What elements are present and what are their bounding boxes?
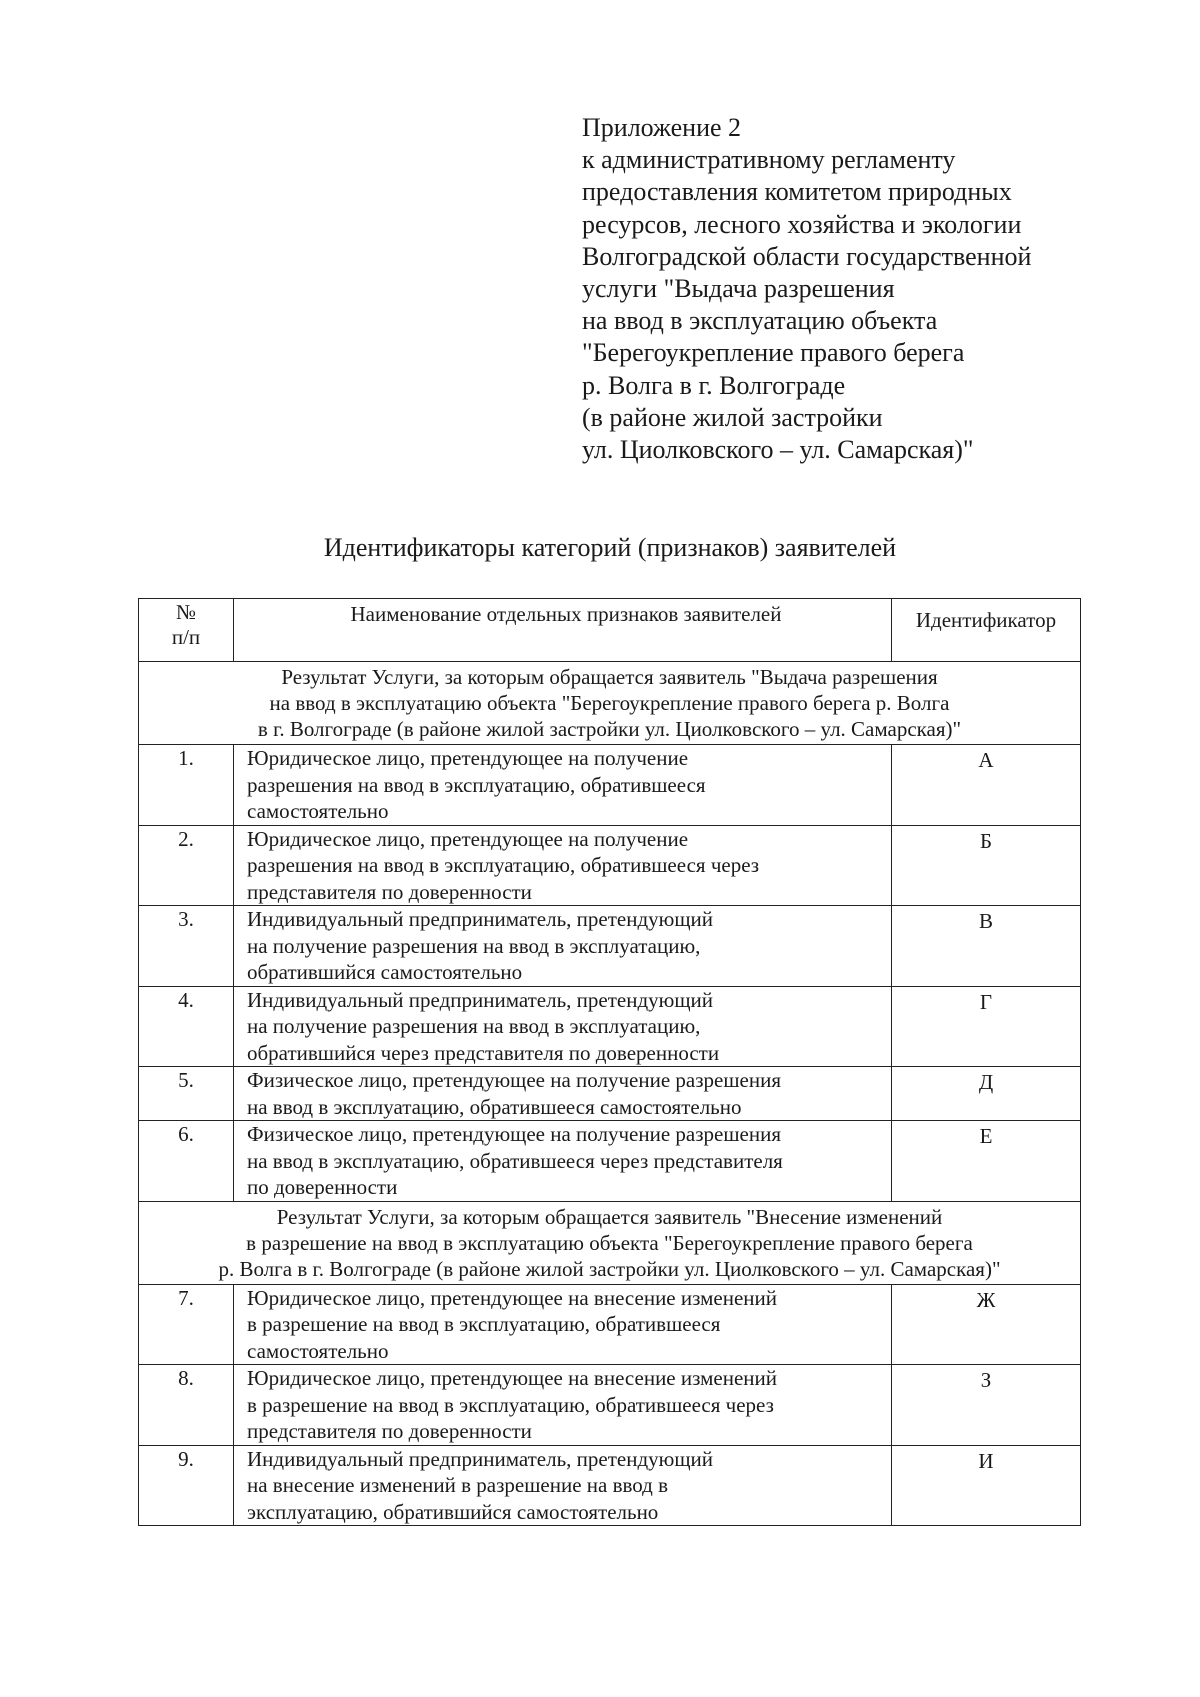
section-line: в г. Волгограде (в районе жилой застройки ул. Циолковского – ул. Самарская)": [257, 717, 962, 741]
row-description-line: на внесение изменений в разрешение на ввод в: [247, 1473, 669, 1497]
row-description-line: Индивидуальный предприниматель, претендующий: [247, 907, 713, 931]
row-description-line: в разрешение на ввод в эксплуатацию, обратившееся: [247, 1312, 721, 1336]
row-number: 3.: [139, 906, 234, 987]
row-number: 8.: [139, 1365, 234, 1446]
section-line: р. Волга в г. Волгограде (в районе жилой застройки ул. Циолковского – ул. Самарская)": [218, 1256, 1001, 1281]
section-1-cell: [139, 662, 1081, 745]
row-number: 7.: [139, 1284, 234, 1365]
row-description: [234, 825, 892, 906]
row-identifier: Г: [892, 986, 1081, 1067]
appendix-line: ул. Циолковского – ул. Самарская)": [582, 435, 974, 465]
appendix-line: Приложение 2: [582, 113, 742, 142]
row-description: [234, 1121, 892, 1202]
row-description: [234, 906, 892, 987]
row-description-line: представителя по доверенности: [247, 879, 532, 904]
section-row: [139, 662, 1081, 745]
row-number: 9.: [139, 1445, 234, 1526]
row-description-line: Юридическое лицо, претендующее на получение: [247, 826, 689, 851]
row-identifier: Д: [892, 1067, 1081, 1121]
table-row: [139, 1365, 1081, 1446]
row-description-line: обратившийся самостоятельно: [247, 960, 523, 984]
appendix-block: [582, 112, 1102, 466]
table-row: [139, 745, 1081, 826]
row-identifier: Б: [892, 825, 1081, 906]
table-row: [139, 986, 1081, 1067]
row-description: [234, 1445, 892, 1526]
row-description-line: обратившийся через представителя по доверенности: [247, 1040, 720, 1065]
appendix-line: на ввод в эксплуатацию объекта: [582, 306, 938, 336]
row-number: 1.: [139, 745, 234, 826]
section-1-rows: [139, 745, 1081, 1202]
row-number: 5.: [139, 1067, 234, 1121]
row-description-line: самостоятельно: [247, 799, 389, 823]
table-header-row: [139, 599, 1081, 662]
row-description: [234, 1365, 892, 1446]
row-number: 2.: [139, 825, 234, 906]
header-number-cell: [139, 599, 234, 662]
header-identifier-cell: Идентификатор: [892, 599, 1081, 662]
section-2-cell: [139, 1201, 1081, 1284]
row-identifier: Ж: [892, 1284, 1081, 1365]
row-description-line: Индивидуальный предприниматель, претендующий: [247, 987, 713, 1012]
section-line: Результат Услуги, за которым обращается заявитель "Внесение изменений: [276, 1204, 943, 1229]
row-description: [234, 745, 892, 826]
document-title: Идентификаторы категорий (признаков) заявителей: [323, 533, 897, 562]
row-description-line: Юридическое лицо, претендующее на внесение изменений: [247, 1366, 777, 1390]
row-number: 4.: [139, 986, 234, 1067]
table-row: [139, 825, 1081, 906]
row-description-line: разрешения на ввод в эксплуатацию, обратившееся через: [247, 853, 760, 877]
row-description-line: эксплуатацию, обратившийся самостоятельно: [247, 1499, 659, 1524]
row-identifier: И: [892, 1445, 1081, 1526]
table-row: [139, 1121, 1081, 1202]
appendix-line: "Берегоукрепление правого берега: [582, 338, 965, 368]
row-description-line: представителя по доверенности: [247, 1419, 532, 1443]
row-description-line: Индивидуальный предприниматель, претендующий: [247, 1446, 713, 1471]
row-description-line: на получение разрешения на ввод в эксплуатацию,: [247, 1014, 701, 1038]
section-row: [139, 1201, 1081, 1284]
row-description-line: Физическое лицо, претендующее на получение разрешения: [247, 1122, 781, 1146]
header-name-cell: Наименование отдельных признаков заявителей: [234, 599, 892, 662]
row-description: [234, 1284, 892, 1365]
row-identifier: А: [892, 745, 1081, 826]
row-description-line: разрешения на ввод в эксплуатацию, обратившееся: [247, 772, 706, 797]
row-description-line: Физическое лицо, претендующее на получение разрешения: [247, 1068, 781, 1092]
row-description-line: Юридическое лицо, претендующее на получение: [247, 746, 689, 770]
table-row: [139, 906, 1081, 987]
row-description: [234, 986, 892, 1067]
section-line: на ввод в эксплуатацию объекта "Берегоукрепление правого берега р. Волга: [269, 691, 950, 715]
row-identifier: З: [892, 1365, 1081, 1446]
row-description-line: Юридическое лицо, претендующее на внесение изменений: [247, 1285, 777, 1310]
appendix-line: р. Волга в г. Волгограде: [582, 370, 846, 400]
row-identifier: Е: [892, 1121, 1081, 1202]
identifiers-table: [138, 598, 1081, 1526]
row-identifier: В: [892, 906, 1081, 987]
row-description-line: на получение разрешения на ввод в эксплуатацию,: [247, 933, 701, 958]
table-row: [139, 1067, 1081, 1121]
header-number-symbol: №: [175, 600, 197, 624]
section-line: в разрешение на ввод в эксплуатацию объекта "Берегоукрепление правого берега: [246, 1230, 973, 1255]
appendix-line: (в районе жилой застройки: [582, 402, 883, 432]
appendix-line: услуги "Выдача разрешения: [582, 274, 895, 304]
appendix-line: ресурсов, лесного хозяйства и экологии: [582, 209, 1022, 239]
row-description-line: на ввод в эксплуатацию, обратившееся через представителя: [247, 1148, 783, 1173]
row-description-line: в разрешение на ввод в эксплуатацию, обратившееся через: [247, 1392, 774, 1417]
table-row: [139, 1445, 1081, 1526]
appendix-line: Волгоградской области государственной: [582, 241, 1032, 271]
row-number: 6.: [139, 1121, 234, 1202]
row-description: [234, 1067, 892, 1121]
row-description-line: самостоятельно: [247, 1338, 389, 1363]
appendix-line: к административному регламенту: [582, 145, 956, 175]
table-row: [139, 1284, 1081, 1365]
row-description-line: по доверенности: [247, 1175, 398, 1199]
section-2-rows: [139, 1284, 1081, 1526]
header-number-abbr: п/п: [171, 625, 201, 649]
appendix-line: предоставления комитетом природных: [582, 177, 1012, 207]
section-line: Результат Услуги, за которым обращается заявитель "Выдача разрешения: [281, 665, 938, 689]
row-description-line: на ввод в эксплуатацию, обратившееся самостоятельно: [247, 1094, 742, 1119]
